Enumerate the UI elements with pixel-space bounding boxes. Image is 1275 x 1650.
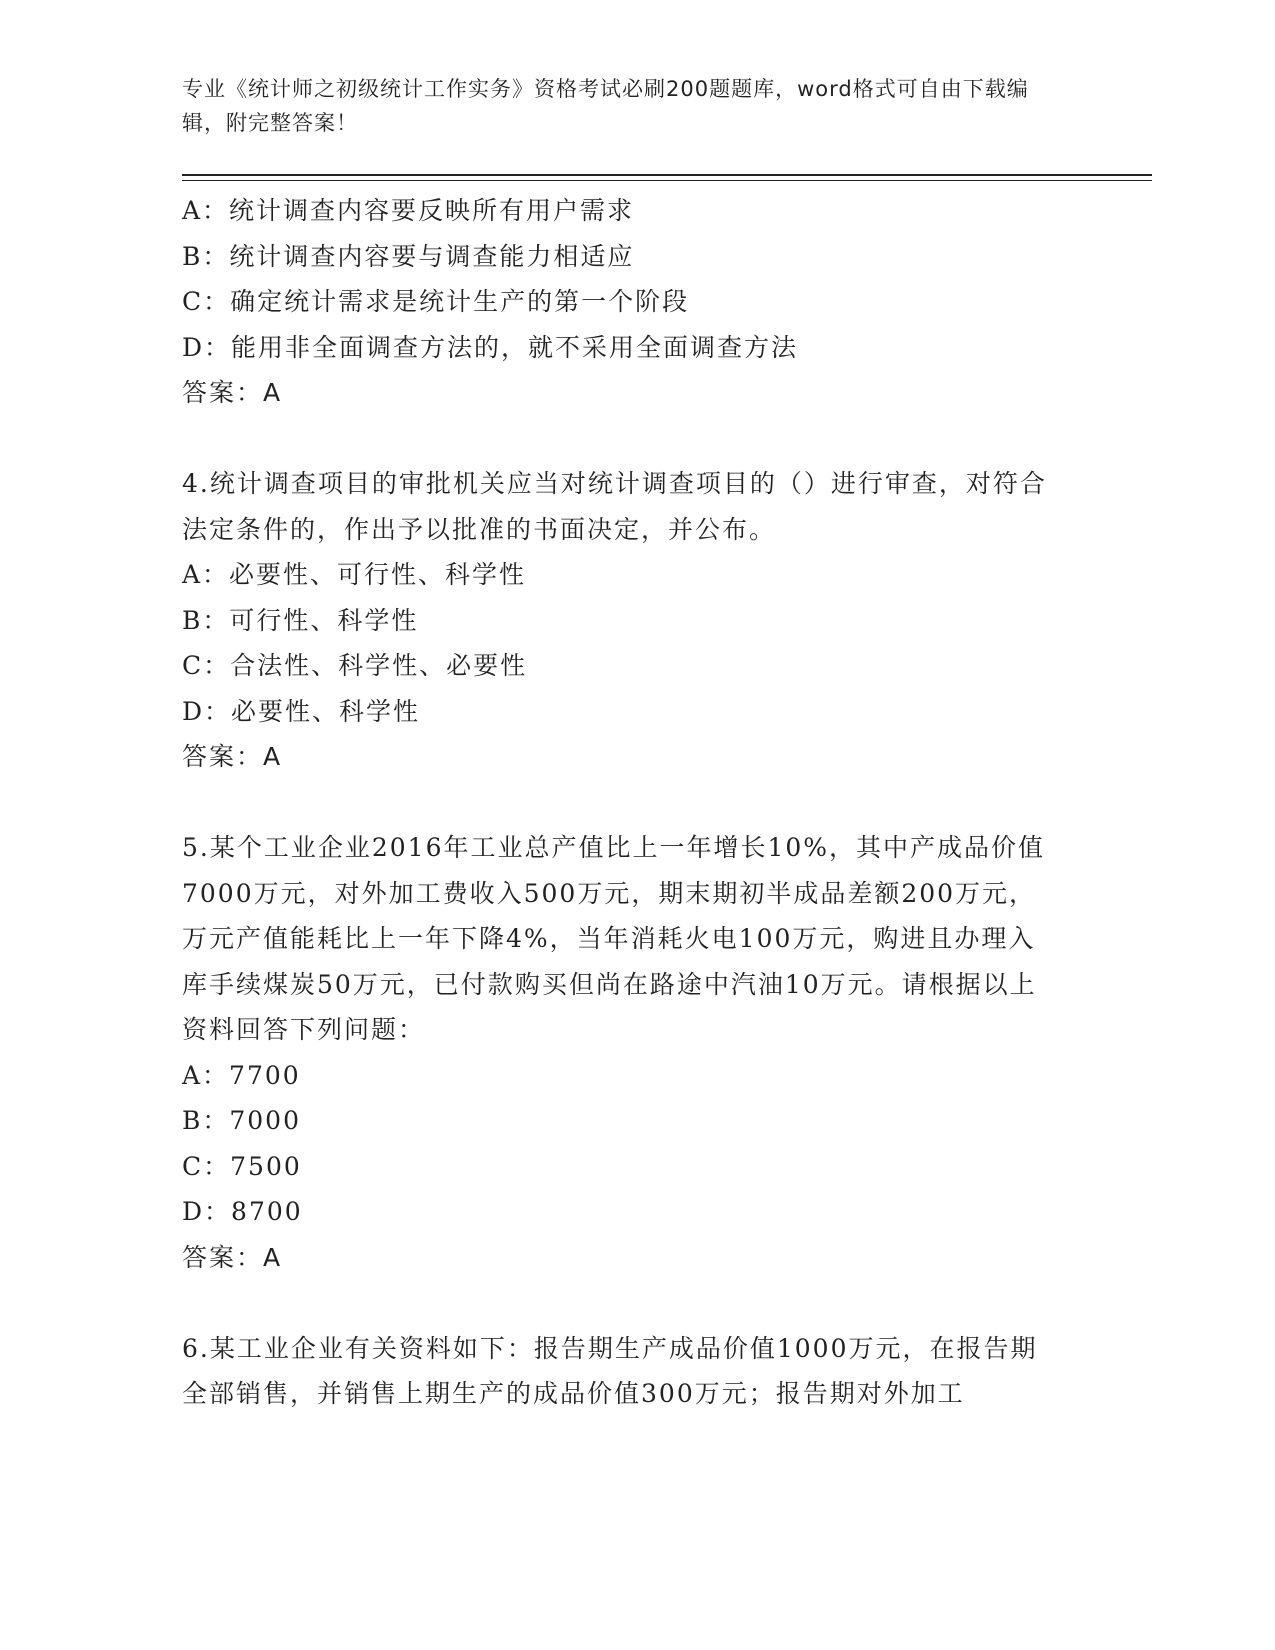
question-6 [182, 1326, 1062, 1417]
option-d: D：8700 [182, 1197, 303, 1226]
answer: 答案：A [182, 378, 283, 407]
spacer [182, 780, 1062, 826]
option-b: B：7000 [182, 1106, 301, 1135]
option-a: A：统计调查内容要反映所有用户需求 [182, 196, 635, 225]
question-4 [182, 461, 1062, 780]
question-stem: 5.某个工业企业2016年工业总产值比上一年增长10%，其中产成品价值7000万元，对外加工费收入500万元，期末期初半成品差额200万元，万元产值能耗比上一年下降4%，当年消耗火电100万元，购进且办理入库手续煤炭50万元，已付款购买但尚在路途中汽油10万元。请根据以上资料回答下列问题： [182, 833, 1046, 1044]
option-c: C：合法性、科学性、必要性 [182, 651, 528, 680]
option-a: A：7700 [182, 1060, 301, 1090]
header-rule-thin [182, 180, 1152, 181]
spacer [182, 1280, 1062, 1326]
question-list [182, 188, 1062, 1417]
spacer [182, 416, 1062, 462]
option-d: D：能用非全面调查方法的，就不采用全面调查方法 [182, 332, 799, 362]
question-stem: 6.某工业企业有关资料如下：报告期生产成品价值1000万元，在报告期全部销售，并销售上期生产的成品价值300万元；报告期对外加工 [182, 1333, 1038, 1408]
option-b: B：统计调查内容要与调查能力相适应 [182, 241, 635, 271]
option-c: C：确定统计需求是统计生产的第一个阶段 [182, 287, 690, 316]
option-a: A：必要性、可行性、科学性 [182, 560, 527, 589]
document-header [182, 72, 1062, 140]
header-rule-thick [182, 174, 1152, 176]
header-text: 专业《统计师之初级统计工作实务》资格考试必刷200题题库，word格式可自由下载编辑，附完整答案！ [182, 77, 1029, 135]
option-d: D：必要性、科学性 [182, 696, 421, 726]
question-5 [182, 825, 1062, 1280]
answer: 答案：A [182, 742, 283, 771]
option-c: C：7500 [182, 1151, 302, 1181]
question-stem: 4.统计调查项目的审批机关应当对统计调查项目的（）进行审查，对符合法定条件的，作出予以批准的书面决定，并公布。 [182, 469, 1047, 544]
answer: 答案：A [182, 1242, 283, 1272]
option-b: B：可行性、科学性 [182, 605, 419, 635]
question-3 [182, 188, 1062, 416]
